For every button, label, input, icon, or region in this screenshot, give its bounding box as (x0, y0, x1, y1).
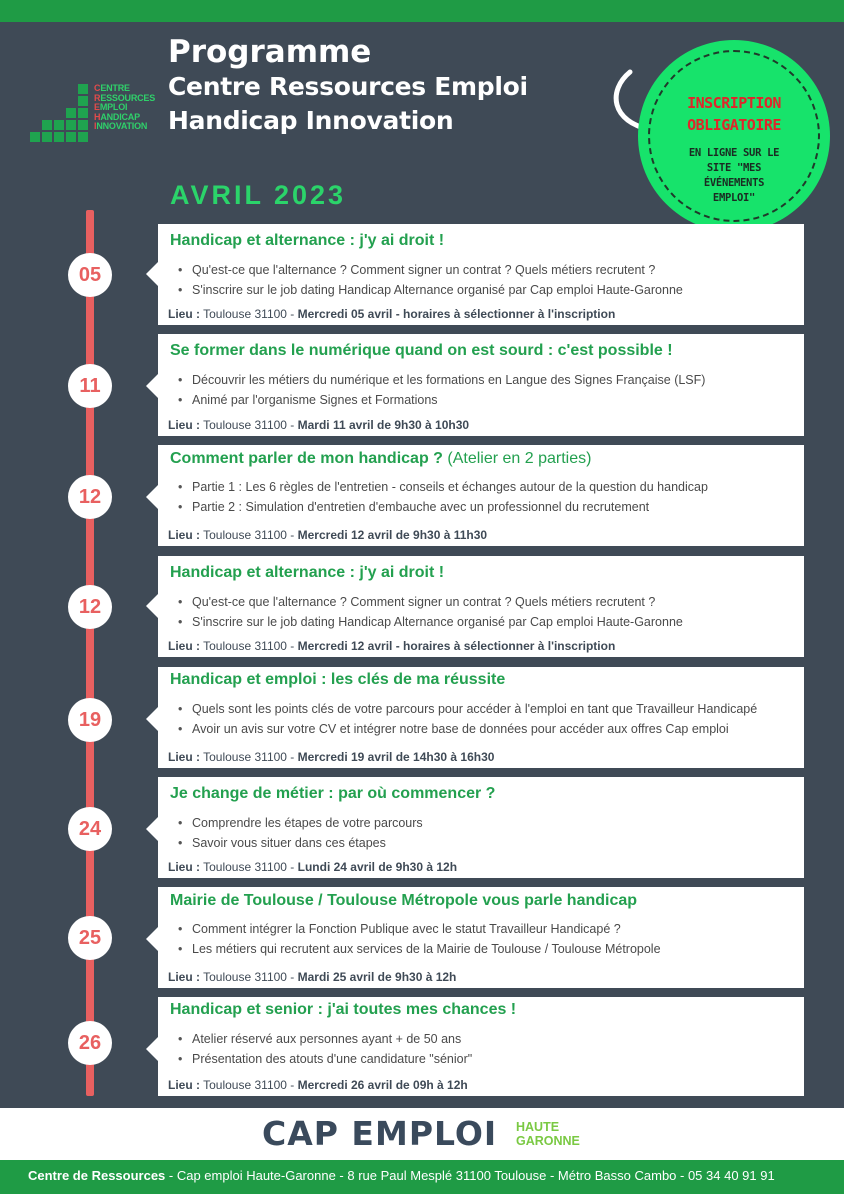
bullet-item: • Quels sont les points clés de votre parcours pour accéder à l'emploi en tant que Travailleur Handicapé (192, 699, 757, 719)
event-location: Lieu : Toulouse 31100 - Mercredi 19 avril de 14h30 à 16h30 (168, 750, 495, 764)
badge-online-text: EN LIGNE SUR LE SITE "MES ÉVÉNEMENTS EMPLOI" (688, 147, 780, 204)
event-title: Comment parler de mon handicap ? (Atelier en 2 parties) (170, 450, 592, 467)
title-line-3: Handicap Innovation (168, 106, 454, 135)
event-title: Handicap et alternance : j'y ai droit ! (170, 564, 445, 581)
month-heading: AVRIL 2023 (170, 180, 347, 210)
page-title (168, 34, 528, 138)
event-title: Handicap et emploi : les clés de ma réussite (170, 671, 506, 688)
card-pointer (146, 817, 158, 841)
event-title: Je change de métier : par où commencer ? (170, 785, 496, 802)
event-title: Handicap et senior : j'ai toutes mes chances ! (170, 1001, 517, 1018)
bullet-item: • Qu'est-ce que l'alternance ? Comment signer un contrat ? Quels métiers recrutent ? (192, 592, 683, 612)
bullet-item: • Animé par l'organisme Signes et Formations (192, 390, 705, 410)
date-circle: 12 (68, 475, 112, 519)
card-pointer (146, 927, 158, 951)
event-bullets (192, 477, 708, 517)
date-circle: 19 (68, 698, 112, 742)
date-circle: 24 (68, 807, 112, 851)
bullet-item: • Atelier réservé aux personnes ayant + de 50 ans (192, 1029, 472, 1049)
event-card (158, 556, 804, 657)
bullet-item: • S'inscrire sur le job dating Handicap Alternance organisé par Cap emploi Haute-Garonne (192, 280, 683, 300)
card-pointer (146, 594, 158, 618)
logo-text: CENTRE RESSOURCES EMPLOI HANDICAP INNOVATION (94, 83, 156, 131)
event-card (158, 334, 804, 436)
event-bullets (192, 592, 683, 632)
brand-logo: CAP EMPLOI (262, 1114, 498, 1153)
event-location: Lieu : Toulouse 31100 - Mercredi 12 avril de 9h30 à 11h30 (168, 528, 488, 542)
event-card (158, 887, 804, 988)
card-pointer (146, 1037, 158, 1061)
event-location: Lieu : Toulouse 31100 - Mardi 11 avril de 9h30 à 10h30 (168, 418, 470, 432)
title-line-1: Programme (168, 34, 372, 70)
card-pointer (146, 374, 158, 398)
event-location: Lieu : Toulouse 31100 - Mercredi 12 avril - horaires à sélectionner à l'inscription (168, 639, 616, 653)
event-card (158, 667, 804, 768)
event-card (158, 777, 804, 878)
event-bullets (192, 699, 757, 739)
registration-badge (638, 40, 830, 232)
bullet-item: • Avoir un avis sur votre CV et intégrer notre base de données pour accéder aux offres Cap emploi (192, 719, 757, 739)
date-circle: 12 (68, 585, 112, 629)
event-location: Lieu : Toulouse 31100 - Mercredi 26 avril de 09h à 12h (168, 1078, 468, 1092)
timeline-line (86, 210, 94, 1096)
footer-contact-info: Centre de Ressources - Cap emploi Haute-Garonne - 8 rue Paul Mesplé 31100 Toulouse - Métro Basso Cambo - 05 34 40 91 91 (28, 1168, 775, 1183)
bullet-item: • Les métiers qui recrutent aux services de la Mairie de Toulouse / Toulouse Métropole (192, 939, 661, 959)
event-bullets (192, 813, 423, 853)
bullet-item: • Partie 2 : Simulation d'entretien d'embauche avec un professionnel du recrutement (192, 497, 708, 517)
event-card (158, 224, 804, 325)
event-location: Lieu : Toulouse 31100 - Mercredi 05 avril - horaires à sélectionner à l'inscription (168, 307, 616, 321)
bullet-item: • Présentation des atouts d'une candidature "sénior" (192, 1049, 472, 1069)
event-title: Mairie de Toulouse / Toulouse Métropole vous parle handicap (170, 892, 638, 909)
bullet-item: • Savoir vous situer dans ces étapes (192, 833, 423, 853)
top-green-bar (0, 0, 844, 22)
badge-mandatory-text: INSCRIPTION OBLIGATOIRE (687, 94, 781, 134)
bullet-item: • Comprendre les étapes de votre parcours (192, 813, 423, 833)
event-bullets (192, 919, 661, 959)
event-location: Lieu : Toulouse 31100 - Lundi 24 avril de 9h30 à 12h (168, 860, 458, 874)
event-title: Se former dans le numérique quand on est sourd : c'est possible ! (170, 342, 673, 359)
date-circle: 26 (68, 1021, 112, 1065)
brand-region: HAUTE GARONNE (516, 1120, 580, 1148)
card-pointer (146, 707, 158, 731)
bullet-item: • Comment intégrer la Fonction Publique avec le statut Travailleur Handicapé ? (192, 919, 661, 939)
bullet-item: • Partie 1 : Les 6 règles de l'entretien - conseils et échanges autour de la question du handicap (192, 477, 708, 497)
event-location: Lieu : Toulouse 31100 - Mardi 25 avril de 9h30 à 12h (168, 970, 457, 984)
card-pointer (146, 485, 158, 509)
event-title: Handicap et alternance : j'y ai droit ! (170, 232, 445, 249)
event-card (158, 445, 804, 546)
date-circle: 25 (68, 916, 112, 960)
date-circle: 11 (68, 364, 112, 408)
bullet-item: • Qu'est-ce que l'alternance ? Comment signer un contrat ? Quels métiers recrutent ? (192, 260, 683, 280)
title-line-2: Centre Ressources Emploi (168, 72, 528, 101)
bullet-item: • S'inscrire sur le job dating Handicap Alternance organisé par Cap emploi Haute-Garonne (192, 612, 683, 632)
event-bullets (192, 1029, 472, 1069)
date-circle: 05 (68, 253, 112, 297)
event-bullets (192, 370, 705, 410)
card-pointer (146, 262, 158, 286)
event-card (158, 997, 804, 1096)
bullet-item: • Découvrir les métiers du numérique et les formations en Langue des Signes Française (LSF) (192, 370, 705, 390)
event-bullets (192, 260, 683, 300)
